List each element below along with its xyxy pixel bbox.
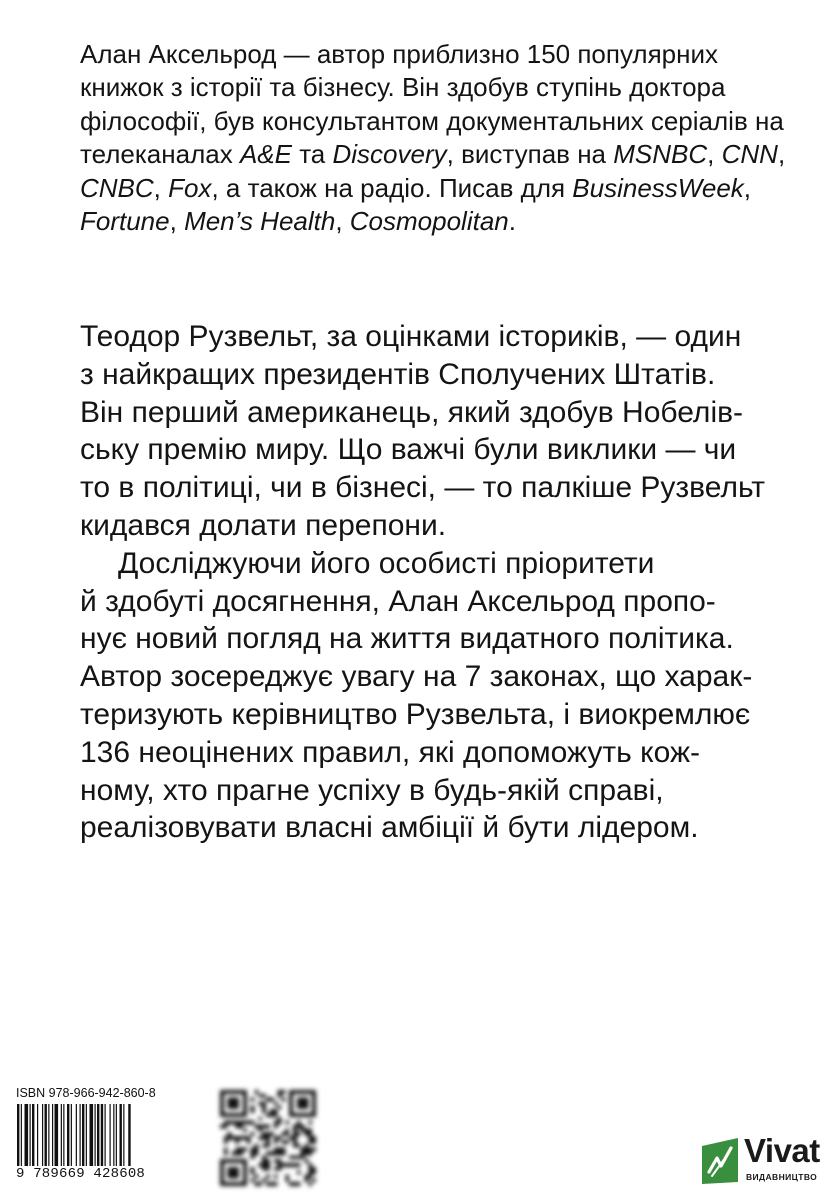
bio-run: телеканалах (80, 139, 240, 170)
bio-line (80, 138, 800, 171)
bio-run: , (777, 139, 786, 170)
barcode-bars-icon (16, 1104, 168, 1166)
description-line: Він перший американець, який здобув Нобелів- (80, 395, 744, 429)
description-line: ному, хто прагне успіху в будь-якій справі, (80, 773, 664, 807)
publisher-subtitle: ВИДАВНИЦТВО (746, 1172, 818, 1182)
description-line: нує новий погляд на життя видатного політика. (80, 622, 734, 656)
bio-run: , (743, 172, 752, 203)
bio-run: , (335, 206, 350, 237)
bio-run: книжок з історії та бізнесу. Він здобув ступінь доктора (80, 72, 726, 103)
description-line: теризують керівництво Рузвельта, і виокремлює (80, 697, 751, 731)
bio-run: Алан Аксельрод — автор приблизно 150 популярних (80, 39, 718, 69)
bio-line (80, 105, 800, 138)
description-line: Автор зосереджує увагу на 7 законах, що харак- (80, 660, 753, 694)
description-line: ську премію миру. Що важчі були виклики — чи (80, 433, 737, 467)
isbn-barcode (16, 1086, 168, 1186)
description-line: Досліджуючи його особисті пріоритети (118, 546, 655, 580)
bio-italic-run: MSNBC (613, 139, 708, 170)
description-line: кидався долати перепони. (80, 508, 447, 542)
description-line: то в політиці, чи в бізнесі, — то палкіше Рузвельт (80, 471, 765, 505)
description-line: й здобуті досягнення, Алан Аксельрод пропо- (80, 584, 716, 618)
author-bio (80, 38, 800, 238)
description-line: 136 неоцінених правил, які допоможуть кож- (80, 735, 701, 769)
isbn-label: ISBN 978-966-942-860-8 (16, 1086, 156, 1100)
vivat-leaf-icon (700, 1136, 740, 1186)
bio-run: , (153, 172, 169, 203)
description-line: Теодор Рузвельт, за оцінками істориків, — один (80, 320, 742, 353)
bio-italic-run: Discovery (332, 139, 447, 170)
bio-run: та (291, 139, 333, 170)
bio-run: , (707, 139, 722, 170)
bio-italic-run: CNBC (80, 172, 154, 203)
bio-run: , (169, 206, 185, 237)
bio-run: , а також на радіо. Писав для (211, 172, 573, 203)
bio-run: , виступав на (446, 139, 614, 170)
bio-line (80, 71, 800, 104)
isbn-digits: 9 789669 428608 (16, 1166, 146, 1182)
bio-italic-run: Fortune (80, 206, 170, 237)
bio-italic-run: CNN (721, 139, 778, 170)
bio-run: філософії, був консультантом документальних серіалів на (80, 105, 784, 136)
bio-italic-run: Men’s Health (184, 206, 336, 237)
description-line: з найкращих президентів Сполучених Штатів. (80, 357, 716, 391)
bio-italic-run: A&E (239, 139, 292, 170)
publisher-name: Vivat (744, 1132, 820, 1169)
description-line: реалізовувати власні амбіції й бути лідером. (80, 811, 699, 845)
bio-italic-run: Fox (168, 172, 212, 203)
publisher-logo (700, 1132, 824, 1192)
bio-line (80, 38, 800, 71)
qr-code-icon (220, 1090, 316, 1186)
bio-run: . (508, 206, 516, 237)
bio-italic-run: BusinessWeek (572, 172, 744, 203)
bio-line (80, 205, 800, 238)
book-description (80, 318, 780, 847)
bio-italic-run: Cosmopolitan (349, 206, 509, 237)
bio-line (80, 172, 800, 205)
